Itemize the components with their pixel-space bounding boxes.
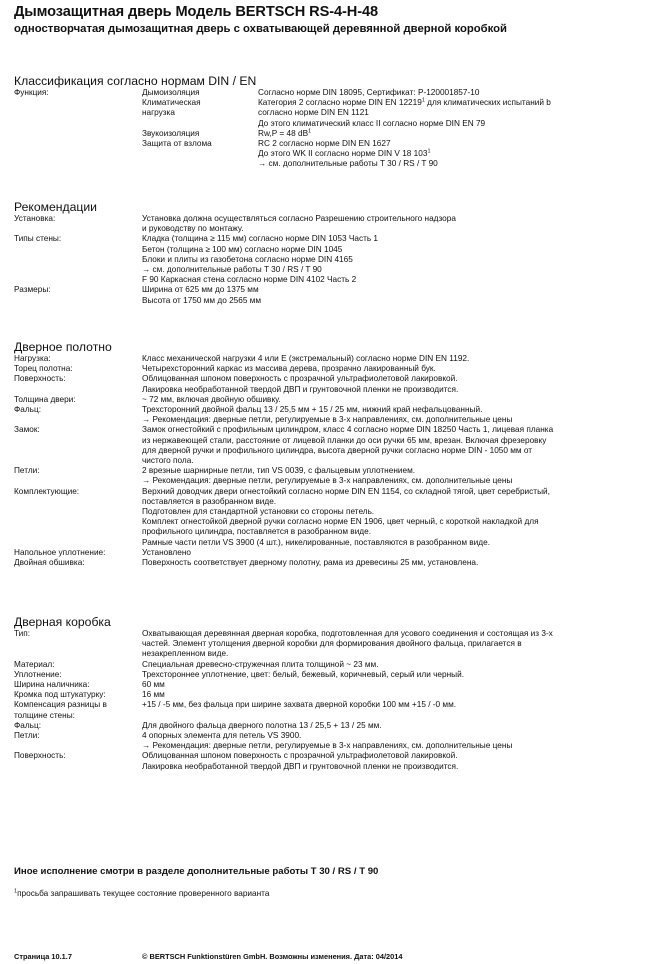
door-leaf-row xyxy=(14,548,639,558)
door-leaf-row-label: Петли: xyxy=(14,466,40,476)
frame-row-label: Петли: xyxy=(14,731,40,741)
value-line: Облицованная шпоном поверхность с прозрачной ультрафиолетовой лакировкой. xyxy=(142,374,458,384)
value-line: 60 мм xyxy=(142,680,165,690)
value-line: Поверхность соответствует дверному полотну, рама из древесины 25 мм, установлена. xyxy=(142,558,479,568)
value-line: Рамные части петли VS 3900 (4 шт.), никелированные, поставляются в разобранном виде. xyxy=(142,537,490,547)
recommendations-heading: Рекомендации xyxy=(14,200,97,214)
value-line: незакрепленном виде. xyxy=(142,649,229,659)
value-line: Комплект огнестойкой дверной ручки согласно норме EN 1906, цвет черный, с короткой накладкой для xyxy=(142,517,539,527)
frame-row xyxy=(14,721,639,731)
value-line: +15 / -5 мм, без фальца при ширине захвата дверной коробки 100 мм +15 / -0 мм. xyxy=(142,700,457,710)
value-line: Высота от 1750 мм до 2565 мм xyxy=(142,295,262,305)
frame-row xyxy=(14,670,639,680)
classification-section xyxy=(14,74,639,170)
classification-heading: Классификация согласно нормам DIN / EN xyxy=(14,74,257,88)
value-line: F 90 Каркасная стена согласно норме DIN 4102 Часть 2 xyxy=(142,275,357,285)
recommendations-row-value xyxy=(142,285,639,305)
value-line: частей. Элемент утолщения дверной коробки для формирования двойного фальца, прилагается в xyxy=(142,639,522,649)
door-leaf-row xyxy=(14,405,639,425)
frame-row-label: Уплотнение: xyxy=(14,669,62,679)
frame-row-label: Компенсация разницы в толщине стены: xyxy=(14,700,107,720)
door-leaf-row-value xyxy=(142,364,639,374)
frame-row-value xyxy=(142,721,639,731)
frame-row xyxy=(14,751,639,771)
value-line: Кладка (толщина ≥ 115 мм) согласно норме DIN 1053 Часть 1 xyxy=(142,234,379,244)
value-line: Верхний доводчик двери огнестойкий согласно норме DIN EN 1154, со складной тягой, цвет серебристый, xyxy=(142,486,550,496)
value-line: → см. дополнительные работы T 30 / RS / T 90 xyxy=(142,265,322,275)
recommendations-row xyxy=(14,285,639,305)
door-leaf-row-label: Фальц: xyxy=(14,405,41,415)
frame-row xyxy=(14,700,639,720)
value-line: поставляется в разобранном виде. xyxy=(142,496,277,506)
recommendations-row-label: Типы стены: xyxy=(14,234,62,244)
door-leaf-section xyxy=(14,340,639,568)
frame-row-label: Материал: xyxy=(14,659,55,669)
door-leaf-row xyxy=(14,354,639,364)
door-leaf-row xyxy=(14,466,639,486)
recommendations-row-label: Размеры: xyxy=(14,285,51,295)
door-leaf-row-value xyxy=(142,374,639,394)
other-version-note: Иное исполнение смотри в разделе дополнительные работы T 30 / RS / T 90 xyxy=(14,866,379,877)
value-line: Охватывающая деревянная дверная коробка, подготовленная для усового соединения и состоящая из 3-х xyxy=(142,629,553,638)
recommendations-row xyxy=(14,214,639,234)
value-line: Блоки и плиты из газобетона согласно норме DIN 4165 xyxy=(142,254,353,264)
recommendations-row-value xyxy=(142,214,639,234)
value-line: профильного цилиндра, поставляется в разобранном виде. xyxy=(142,527,371,537)
value-line: Замок огнестойкий с профильным цилиндром, класс 4 согласно норме DIN 18250 Часть 1, лицевая планка xyxy=(142,425,554,435)
door-leaf-heading: Дверное полотно xyxy=(14,340,112,354)
document-subtitle: одностворчатая дымозащитная дверь с охватывающей деревянной дверной коробкой xyxy=(14,23,507,35)
door-leaf-row-label: Двойная обшивка: xyxy=(14,558,85,568)
function-row xyxy=(14,88,639,170)
door-leaf-row-label: Поверхность: xyxy=(14,374,66,384)
value-line: Специальная древесно-стружечная плита толщиной ~ 23 мм. xyxy=(142,659,379,669)
door-leaf-row-value xyxy=(142,487,639,548)
value-line: 4 опорных элемента для петель VS 3900. xyxy=(142,731,302,741)
frame-row-value xyxy=(142,690,639,700)
frame-row xyxy=(14,680,639,690)
value-line: → Рекомендация: дверные петли, регулируемые в 3-х направлениях, см. дополнительные цены xyxy=(142,476,513,486)
value-line: чистого пола. xyxy=(142,456,194,466)
value-line: Для двойного фальца дверного полотна 13 / 25,5 + 13 / 25 мм. xyxy=(142,720,382,730)
door-leaf-row-label: Комплектующие: xyxy=(14,486,80,496)
door-leaf-row-label: Торец полотна: xyxy=(14,364,73,374)
door-leaf-row-value xyxy=(142,405,639,425)
frame-row-value xyxy=(142,700,639,720)
value-line: Облицованная шпоном поверхность с прозрачной ультрафиолетовой лакировкой. xyxy=(142,751,458,761)
frame-row xyxy=(14,660,639,670)
frame-heading: Дверная коробка xyxy=(14,615,111,629)
function-values xyxy=(142,88,639,170)
classification-item: Дымоизоляция Согласно норме DIN 18095, Сертификат: P-120001857-10 xyxy=(142,88,480,97)
frame-row-value xyxy=(142,629,639,660)
door-leaf-row-value xyxy=(142,548,639,558)
value-line: ~ 72 мм, включая двойную обшивку. xyxy=(142,394,281,404)
recommendations-section xyxy=(14,200,639,306)
page-number: Страница 10.1.7 xyxy=(14,952,72,961)
value-line: из нержавеющей стали, расстояние от лицевой планки до оси ручки 65 мм, врезан. Включая фрезеровку xyxy=(142,435,547,445)
copyright: © BERTSCH Funktionstüren GmbH. Возможны изменения. Дата: 04/2014 xyxy=(142,952,403,961)
recommendations-row-value xyxy=(142,234,639,285)
frame-row-label: Поверхность: xyxy=(14,751,66,761)
classification-item: Звукоизоляция Rw,P = 48 $dB^1$ xyxy=(142,128,312,138)
function-label: Функция: xyxy=(14,88,49,97)
frame-row-value xyxy=(142,751,639,771)
frame-row-label: Фальц: xyxy=(14,720,41,730)
value-line: Трехстороннее уплотнение, цвет: белый, бежевый, коричневый, серый или черный. xyxy=(142,669,464,679)
door-leaf-row-label: Нагрузка: xyxy=(14,354,51,363)
frame-row xyxy=(14,690,639,700)
door-leaf-row-label: Напольное уплотнение: xyxy=(14,547,106,557)
door-leaf-row-value xyxy=(142,354,639,364)
door-leaf-row xyxy=(14,425,639,466)
value-line: 2 врезные шарнирные петли, тип VS 0039, с фальцевым уплотнением. xyxy=(142,466,416,476)
value-line: Установлено xyxy=(142,547,191,557)
value-line: Бетон (толщина ≥ 100 мм) согласно норме DIN 1045 xyxy=(142,244,343,254)
frame-row-value xyxy=(142,660,639,670)
door-leaf-row-value xyxy=(142,425,639,466)
frame-row-value xyxy=(142,731,639,751)
frame-row xyxy=(14,629,639,660)
value-line: Трехсторонний двойной фальц 13 / 25,5 мм + 15 / 25 мм, нижний край нефальцованный. xyxy=(142,405,483,415)
frame-row-value xyxy=(142,680,639,690)
value-line: Ширина от 625 мм до 1375 мм xyxy=(142,285,259,295)
value-line: Лакировка необработанной твердой ДВП и грунтовочной пленки не производится. xyxy=(142,761,459,771)
door-leaf-row xyxy=(14,374,639,394)
door-leaf-row-label: Замок: xyxy=(14,425,40,435)
door-leaf-row xyxy=(14,364,639,374)
recommendations-row-label: Установка: xyxy=(14,214,56,223)
value-line: Четырехсторонний каркас из массива дерева, прозрачно лакированный бук. xyxy=(142,364,436,374)
door-leaf-row-value xyxy=(142,466,639,486)
value-line: Установка должна осуществляться согласно Разрешению строительного надзора xyxy=(142,214,456,223)
footnote: $^1$просьба запрашивать текущее состояние проверенного варианта xyxy=(14,888,270,898)
frame-section xyxy=(14,615,639,772)
frame-row-label: Кромка под штукатурку: xyxy=(14,690,106,700)
door-leaf-row xyxy=(14,487,639,548)
value-line: Лакировка необработанной твердой ДВП и грунтовочной пленки не производится. xyxy=(142,384,459,394)
value-line: Подготовлен для стандартной установки со стороны петель. xyxy=(142,507,375,517)
frame-row xyxy=(14,731,639,751)
classification-item: Защита от взлома RC 2 согласно норме DIN EN 1627 До этого WK II согласно норме DIN V 18 $103^1$ → см. дополнительные работы T 30 / RS / T 90 xyxy=(142,139,438,169)
door-leaf-row-value xyxy=(142,395,639,405)
value-line: для дверной ручки и профильного цилиндра, высота дверной ручки согласно норме DIN - 1050 мм от xyxy=(142,445,533,455)
value-line: → Рекомендация: дверные петли, регулируемые в 3-х направлениях, см. дополнительные цены xyxy=(142,415,513,425)
value-line: 16 мм xyxy=(142,690,165,700)
frame-row-label: Тип: xyxy=(14,629,31,638)
classification-item: Климатическая нагрузка Категория 2 согласно норме DIN EN 12219$^1$ для климатических испытаний b согласно норме DIN EN 1121 До этого климатический класс II согласно норме DIN EN 79 xyxy=(142,97,551,128)
door-leaf-row xyxy=(14,395,639,405)
document-title: Дымозащитная дверь Модель BERTSCH RS-4-H-48 xyxy=(14,4,378,20)
frame-row-label: Ширина наличника: xyxy=(14,680,90,690)
frame-row-value xyxy=(142,670,639,680)
door-leaf-row-label: Толщина двери: xyxy=(14,394,76,404)
value-line: Класс механической нагрузки 4 или E (экстремальный) согласно норме DIN EN 1192. xyxy=(142,354,470,363)
door-leaf-row-value xyxy=(142,558,639,568)
recommendations-row xyxy=(14,234,639,285)
door-leaf-row xyxy=(14,558,639,568)
value-line: и руководству по монтажу. xyxy=(142,224,244,234)
value-line: → Рекомендация: дверные петли, регулируемые в 3-х направлениях, см. дополнительные цены xyxy=(142,741,513,751)
